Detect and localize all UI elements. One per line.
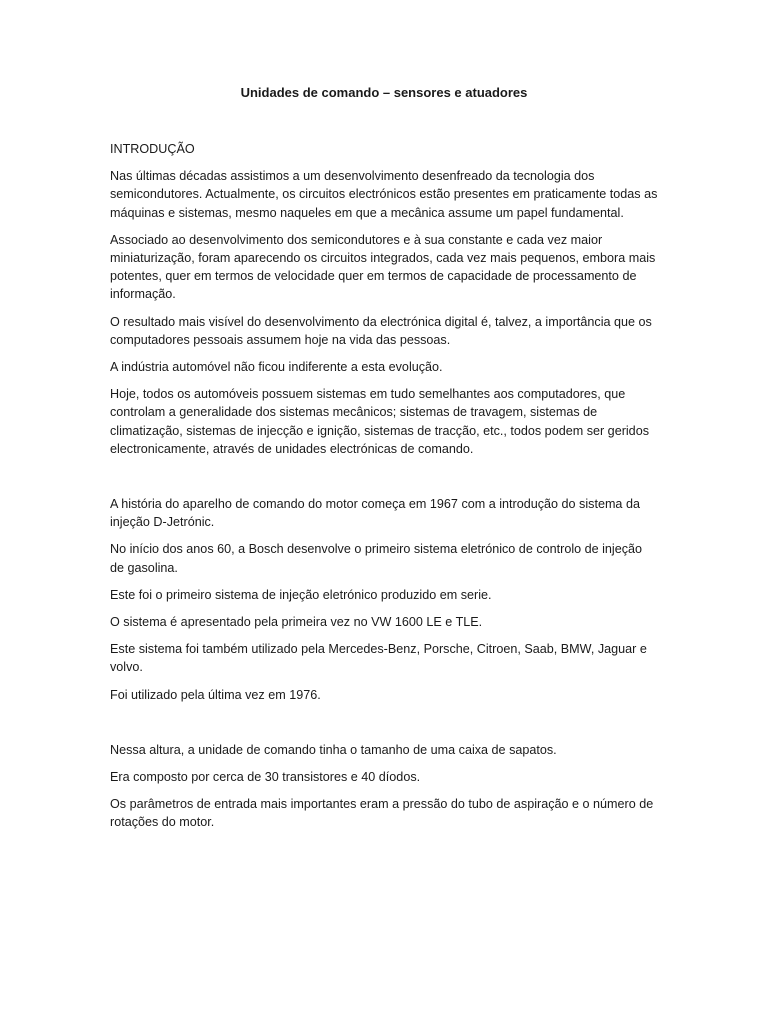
paragraph: Foi utilizado pela última vez em 1976. xyxy=(110,687,321,702)
paragraph: Nas últimas décadas assistimos a um desenvolvimento desenfreado da tecnologia dos semicondutores. Actualmente, os circuitos electrónicos estão presentes em praticamente todas as máquinas e sistemas, mesmo naqueles em que a mecânica assume um papel fundamental. xyxy=(110,169,658,220)
paragraph: A história do aparelho de comando do motor começa em 1967 com a introdução do sistema da injeção D-Jetrónic. xyxy=(110,497,640,530)
paragraph: Nessa altura, a unidade de comando tinha o tamanho de uma caixa de sapatos. xyxy=(110,742,557,757)
paragraph: Este sistema foi também utilizado pela Mercedes-Benz, Porsche, Citroen, Saab, BMW, Jaguar e volvo. xyxy=(110,642,647,675)
section-spacer xyxy=(110,467,658,495)
paragraph: O sistema é apresentado pela primeira vez no VW 1600 LE e TLE. xyxy=(110,615,483,630)
document-title: Unidades de comando – sensores e atuadores xyxy=(240,85,528,100)
paragraph: Este foi o primeiro sistema de injeção eletrónico produzido em serie. xyxy=(110,587,492,602)
paragraph: O resultado mais visível do desenvolvimento da electrónica digital é, talvez, a importância que os computadores pessoais assumem hoje na vida das pessoas. xyxy=(110,314,652,347)
paragraph: Os parâmetros de entrada mais importantes eram a pressão do tubo de aspiração e o número de rotações do motor. xyxy=(110,797,654,830)
section-spacer xyxy=(110,713,658,741)
document-body xyxy=(110,140,658,841)
section-heading: INTRODUÇÃO xyxy=(110,142,195,156)
paragraph: No início dos anos 60, a Bosch desenvolve o primeiro sistema eletrónico de controlo de injeção de gasolina. xyxy=(110,542,643,575)
paragraph: Associado ao desenvolvimento dos semicondutores e à sua constante e cada vez maior miniaturização, foram aparecendo os circuitos integrados, cada vez mais pequenos, embora mais potentes, quer em termos de velocidade quer em termos de capacidade de processamento de informação. xyxy=(110,232,656,302)
paragraph: Era composto por cerca de 30 transistores e 40 díodos. xyxy=(110,770,421,785)
paragraph: Hoje, todos os automóveis possuem sistemas em tudo semelhantes aos computadores, que controlam a generalidade dos sistemas mecânicos; sistemas de travagem, sistemas de climatização, sistemas de injecção e ignição, sistemas de tracção, etc., todos podem ser geridos electronicamente, através de unidades electrónicas de comando. xyxy=(110,387,649,456)
paragraph: A indústria automóvel não ficou indiferente a esta evolução. xyxy=(110,360,443,375)
